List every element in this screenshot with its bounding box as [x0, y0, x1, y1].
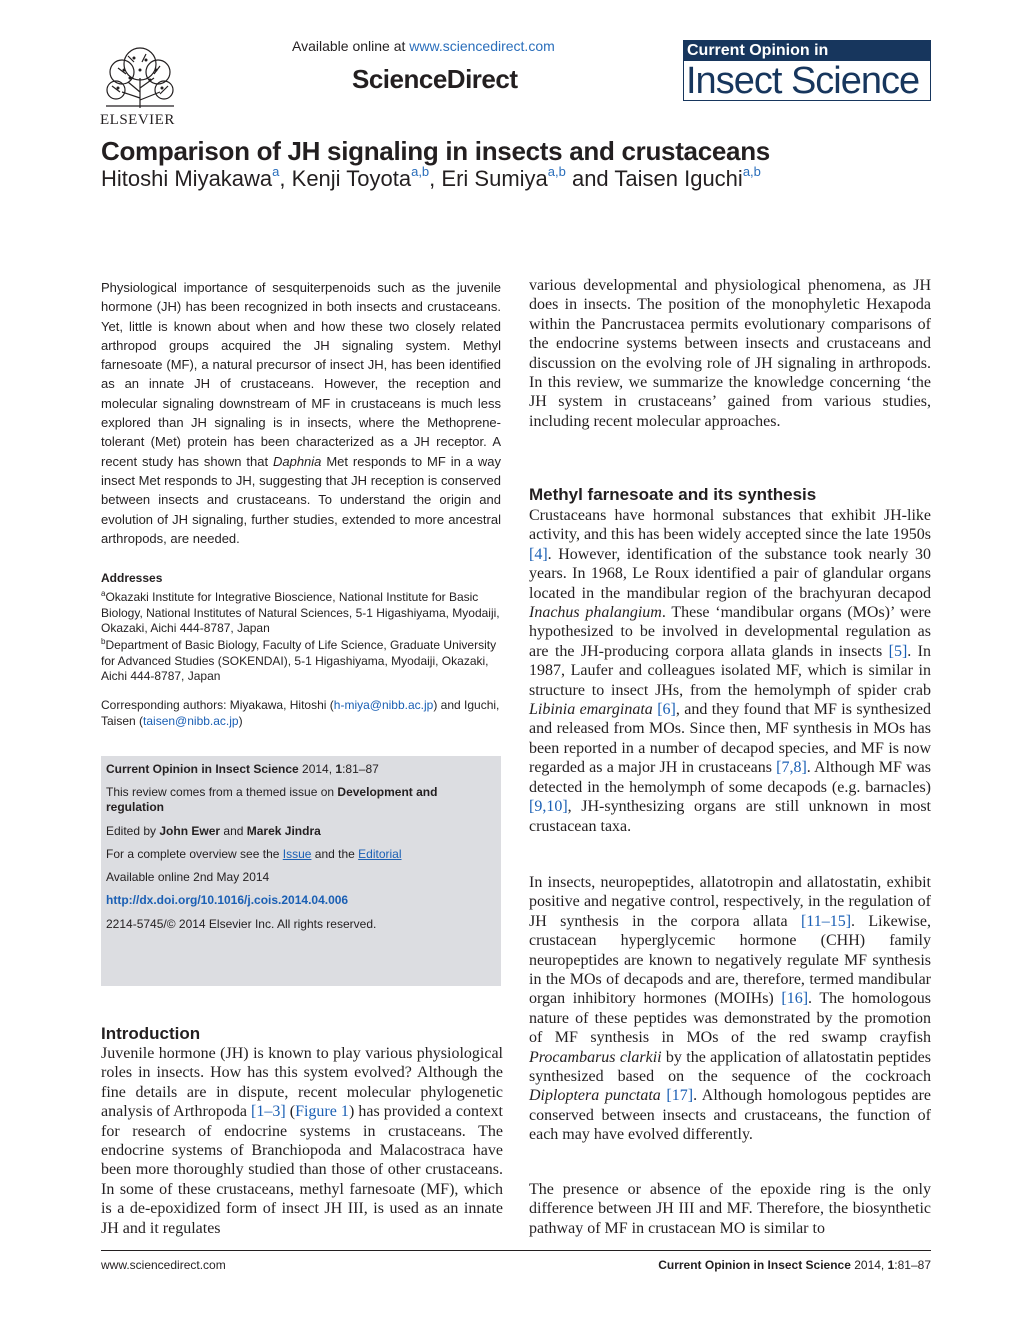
author-affiliation[interactable]: a — [272, 164, 280, 179]
species-name: Libinia emarginata — [529, 701, 653, 719]
sciencedirect-link[interactable]: www.sciencedirect.com — [409, 38, 555, 54]
figure-link[interactable]: Figure 1 — [295, 1103, 349, 1121]
species-name: Inachus phalangium — [529, 604, 662, 622]
footer-citation — [631, 1258, 931, 1272]
abstract-text: Physiological importance of sesquiterpenoids such as the juvenile hormone (JH) has been recognized in both insects and crustaceans. Yet, little is known about when and how these two closely related arthropod groups acquired the JH signaling system. Methyl farnesoate (MF), a natural precursor of insect JH, has been identified as an innate JH of crustaceans. However, the reception and molecular signaling downstream of MF in crustaceans is much less explored than JH signaling is in insects, where the Methoprene-tolerant (Met) protein has been characterized as a JH receptor. A recent study has shown that — [101, 280, 501, 469]
body-text: Juvenile hormone (JH) is known to play various physiological roles in insects. How has this system evolved? Although the fine details are in dispute, recent molecular phylogenetic analysis of Arthropoda — [101, 1045, 503, 1121]
info-theme — [106, 785, 496, 815]
reference-link[interactable]: [5] — [888, 642, 908, 660]
footer-volume: 1 — [887, 1258, 895, 1272]
address-text: Okazaki Institute for Integrative Bioscience, National Institute for Basic Biology, National Institutes of Natural Sciences, 5-1 Higashiyama, Myodaiji, Okazaki, Aichi 444-8787, Japan — [101, 590, 500, 635]
journal-banner — [683, 40, 931, 103]
journal-banner-top: Current Opinion in — [683, 40, 931, 61]
methyl-farnesoate-heading: Methyl farnesoate and its synthesis — [529, 485, 817, 504]
publisher-name: ELSEVIER — [100, 112, 175, 128]
info-editors — [106, 824, 496, 839]
body-text: . The homologous nature of these peptides was demonstrated by the promotion of MF synthesis in MOs of the red swamp crayfish — [529, 990, 931, 1047]
reference-link[interactable]: [7,8] — [776, 759, 807, 777]
author-affiliation[interactable]: a,b — [411, 164, 430, 179]
abstract-text: Met responds to MF in a way insect Met responds to JH, suggesting that JH reception is conserved between insects and crustaceans. To understand the origin and evolution of JH signaling, further studies, extended to more ancestral arthropods, are needed. — [101, 453, 501, 546]
info-overview-prefix: For a complete overview see the — [106, 847, 283, 861]
body-text: . However, identification of the substance took nearly 30 years. In 1968, Le Roux identified a pair of glandular organs located in the mandibular region of the brachyuran decapod — [529, 545, 931, 602]
info-journal: Current Opinion in Insect Science — [106, 762, 299, 776]
address-mark: b — [101, 637, 106, 646]
author-list — [101, 166, 761, 192]
info-overview — [106, 847, 496, 862]
body-text: ) has provided a context for research of endocrine systems in crustaceans. The endocrine systems of Branchiopoda and Malacostraca have been more thoroughly studied than those of other crustaceans. In some of these crustaceans, methyl farnesoate (MF), which is a de-epoxidized form of insect JH III, is used as an innate JH and it regulates — [101, 1103, 503, 1237]
corresponding-authors — [101, 697, 501, 729]
reference-link[interactable]: [6] — [657, 701, 676, 719]
body-paragraph: various developmental and physiological phenomena, as JH does in insects. The position of the monophyletic Hexapoda within the Pancrustacea permits evolutionary comparisons of the endocrine systems between insects and crustaceans and discussion on the evolving role of JH signaling in arthropods. In this review, we summarize the knowledge concerning ‘the JH system in crustaceans’ gained from various studies, including recent molecular approaches. — [529, 277, 931, 430]
body-paragraph — [529, 506, 931, 836]
author-separator: and — [565, 166, 615, 191]
body-text: , and they found that MF is synthesized and released from MOs. Since then, MF synthesis in MOs has been reported in a number of decapod species, and MF is now regarded as a major JH in crustaceans — [529, 701, 931, 777]
author-affiliation[interactable]: a,b — [547, 164, 566, 179]
species-name: Procambarus clarkii — [529, 1048, 662, 1066]
reference-link[interactable]: [4] — [529, 545, 548, 563]
info-edited-prefix: Edited by — [106, 824, 160, 838]
available-prefix: Available online at — [292, 38, 410, 54]
address-b — [101, 634, 501, 685]
article-info-box — [101, 756, 501, 986]
sciencedirect-wordmark: ScienceDirect — [352, 64, 518, 94]
body-text: . Although homologous peptides are conserved between insects and crustaceans, the function of each may have evolved differently. — [529, 1087, 932, 1144]
abstract-species: Daphnia — [272, 453, 322, 469]
corresponding-text: ) and Iguchi, Taisen ( — [101, 698, 500, 728]
abstract — [101, 278, 501, 548]
body-text: by the application of allatostatin peptides synthesized based on the sequence of the cockroach — [529, 1048, 932, 1086]
author-name: Eri Sumiya — [441, 166, 548, 191]
body-paragraph: The presence or absence of the epoxide ring is the only difference between JH III and MF. Therefore, the biosynthetic pathway of MF in crustacean MO is similar to — [529, 1181, 931, 1237]
body-text: In insects, neuropeptides, allatotropin and allatostatin, exhibit positive and negative control, respectively, in the regulation of JH synthesis in the corpora allata — [529, 874, 931, 930]
introduction-paragraph — [101, 1044, 503, 1238]
info-citation — [106, 762, 496, 777]
info-theme-prefix: This review comes from a themed issue on — [106, 785, 338, 799]
author-separator: , — [429, 166, 442, 191]
reference-link[interactable]: [16] — [781, 990, 809, 1008]
author-name: Hitoshi Miyakawa — [101, 166, 273, 191]
info-overview-mid: and the — [311, 847, 359, 861]
body-text: . Although MF was detected in the hemolymph of some decapods (e.g. barnacles) — [529, 759, 931, 796]
info-available: Available online 2nd May 2014 — [106, 870, 270, 884]
corresponding-text: Corresponding authors: Miyakawa, Hitoshi ( — [101, 698, 334, 712]
species-name: Diploptera punctata — [529, 1087, 661, 1105]
address-text: Department of Basic Biology, Faculty of Life Science, Graduate University for Advanced Studies (SOKENDAI), 5-1 Higashiyama, Myodaiji, Okazaki, Aichi 444-8787, Japan — [101, 638, 497, 683]
body-text: ( — [285, 1103, 296, 1121]
info-copyright: 2214-5745/© 2014 Elsevier Inc. All rights reserved. — [106, 917, 377, 931]
author-affiliation[interactable]: a,b — [742, 164, 761, 179]
author-name: Taisen Iguchi — [614, 166, 743, 191]
footer-website[interactable]: www.sciencedirect.com — [101, 1258, 226, 1272]
footer-divider — [101, 1250, 931, 1251]
body-text: , JH-synthesizing organs are still unknown in most crustacean taxa. — [529, 798, 931, 835]
body-text: . In 1987, Laufer and colleagues isolated MF, which is similar in structure to insect JHs, from the hemolymph of spider crab — [529, 642, 932, 699]
available-online — [292, 38, 555, 54]
corresponding-text: ) — [238, 714, 243, 728]
body-text: . These ‘mandibular organs (MOs)’ were hypothesized to be involved in developmental regulation as are the JH-producing corpora allata glands in insects — [529, 604, 931, 660]
author-name: Kenji Toyota — [291, 166, 412, 191]
doi-link[interactable]: http://dx.doi.org/10.1016/j.cois.2014.04.006 — [106, 893, 349, 907]
body-paragraph — [529, 873, 931, 1145]
editorial-link[interactable]: Editorial — [358, 847, 402, 861]
footer-journal: Current Opinion in Insect Science — [658, 1258, 851, 1272]
issue-link[interactable]: Issue — [282, 847, 312, 861]
address-a — [101, 586, 501, 637]
addresses-heading: Addresses — [101, 571, 163, 585]
elsevier-logo — [98, 42, 182, 128]
info-volume: 1 — [335, 762, 343, 776]
info-theme-name: Development and regulation — [106, 785, 438, 814]
author-separator: , — [279, 166, 292, 191]
introduction-heading: Introduction — [101, 1024, 201, 1043]
reference-link[interactable]: [1–3] — [251, 1103, 286, 1121]
email-link[interactable]: h-miya@nibb.ac.jp — [333, 698, 434, 712]
info-editor: John Ewer — [159, 824, 221, 838]
address-mark: a — [101, 589, 106, 598]
info-year: 2014, — [298, 762, 336, 776]
email-link[interactable]: taisen@nibb.ac.jp — [143, 714, 239, 728]
reference-link[interactable]: [17] — [666, 1087, 694, 1105]
info-and: and — [220, 824, 247, 838]
article-title: Comparison of JH signaling in insects and crustaceans — [101, 136, 770, 166]
journal-banner-bottom: Insect Science — [683, 61, 931, 101]
info-editor: Marek Jindra — [246, 824, 321, 838]
info-pages: :81–87 — [342, 762, 379, 776]
reference-link[interactable]: [11–15] — [800, 912, 852, 930]
body-text: Crustaceans have hormonal substances that exhibit JH-like activity, and this has been widely accepted since the late 1950s — [529, 507, 931, 544]
footer-pages: :81–87 — [894, 1258, 931, 1272]
reference-link[interactable]: [9,10] — [529, 798, 568, 816]
body-text: . Likewise, crustacean hyperglycemic hormone (CHH) family neuropeptides are known to negatively regulate MF synthesis in the MOs of decapods and are, therefore, termed mandibular organ inhibitory hormones (MOIHs) — [529, 912, 931, 1008]
footer-year: 2014, — [850, 1258, 888, 1272]
